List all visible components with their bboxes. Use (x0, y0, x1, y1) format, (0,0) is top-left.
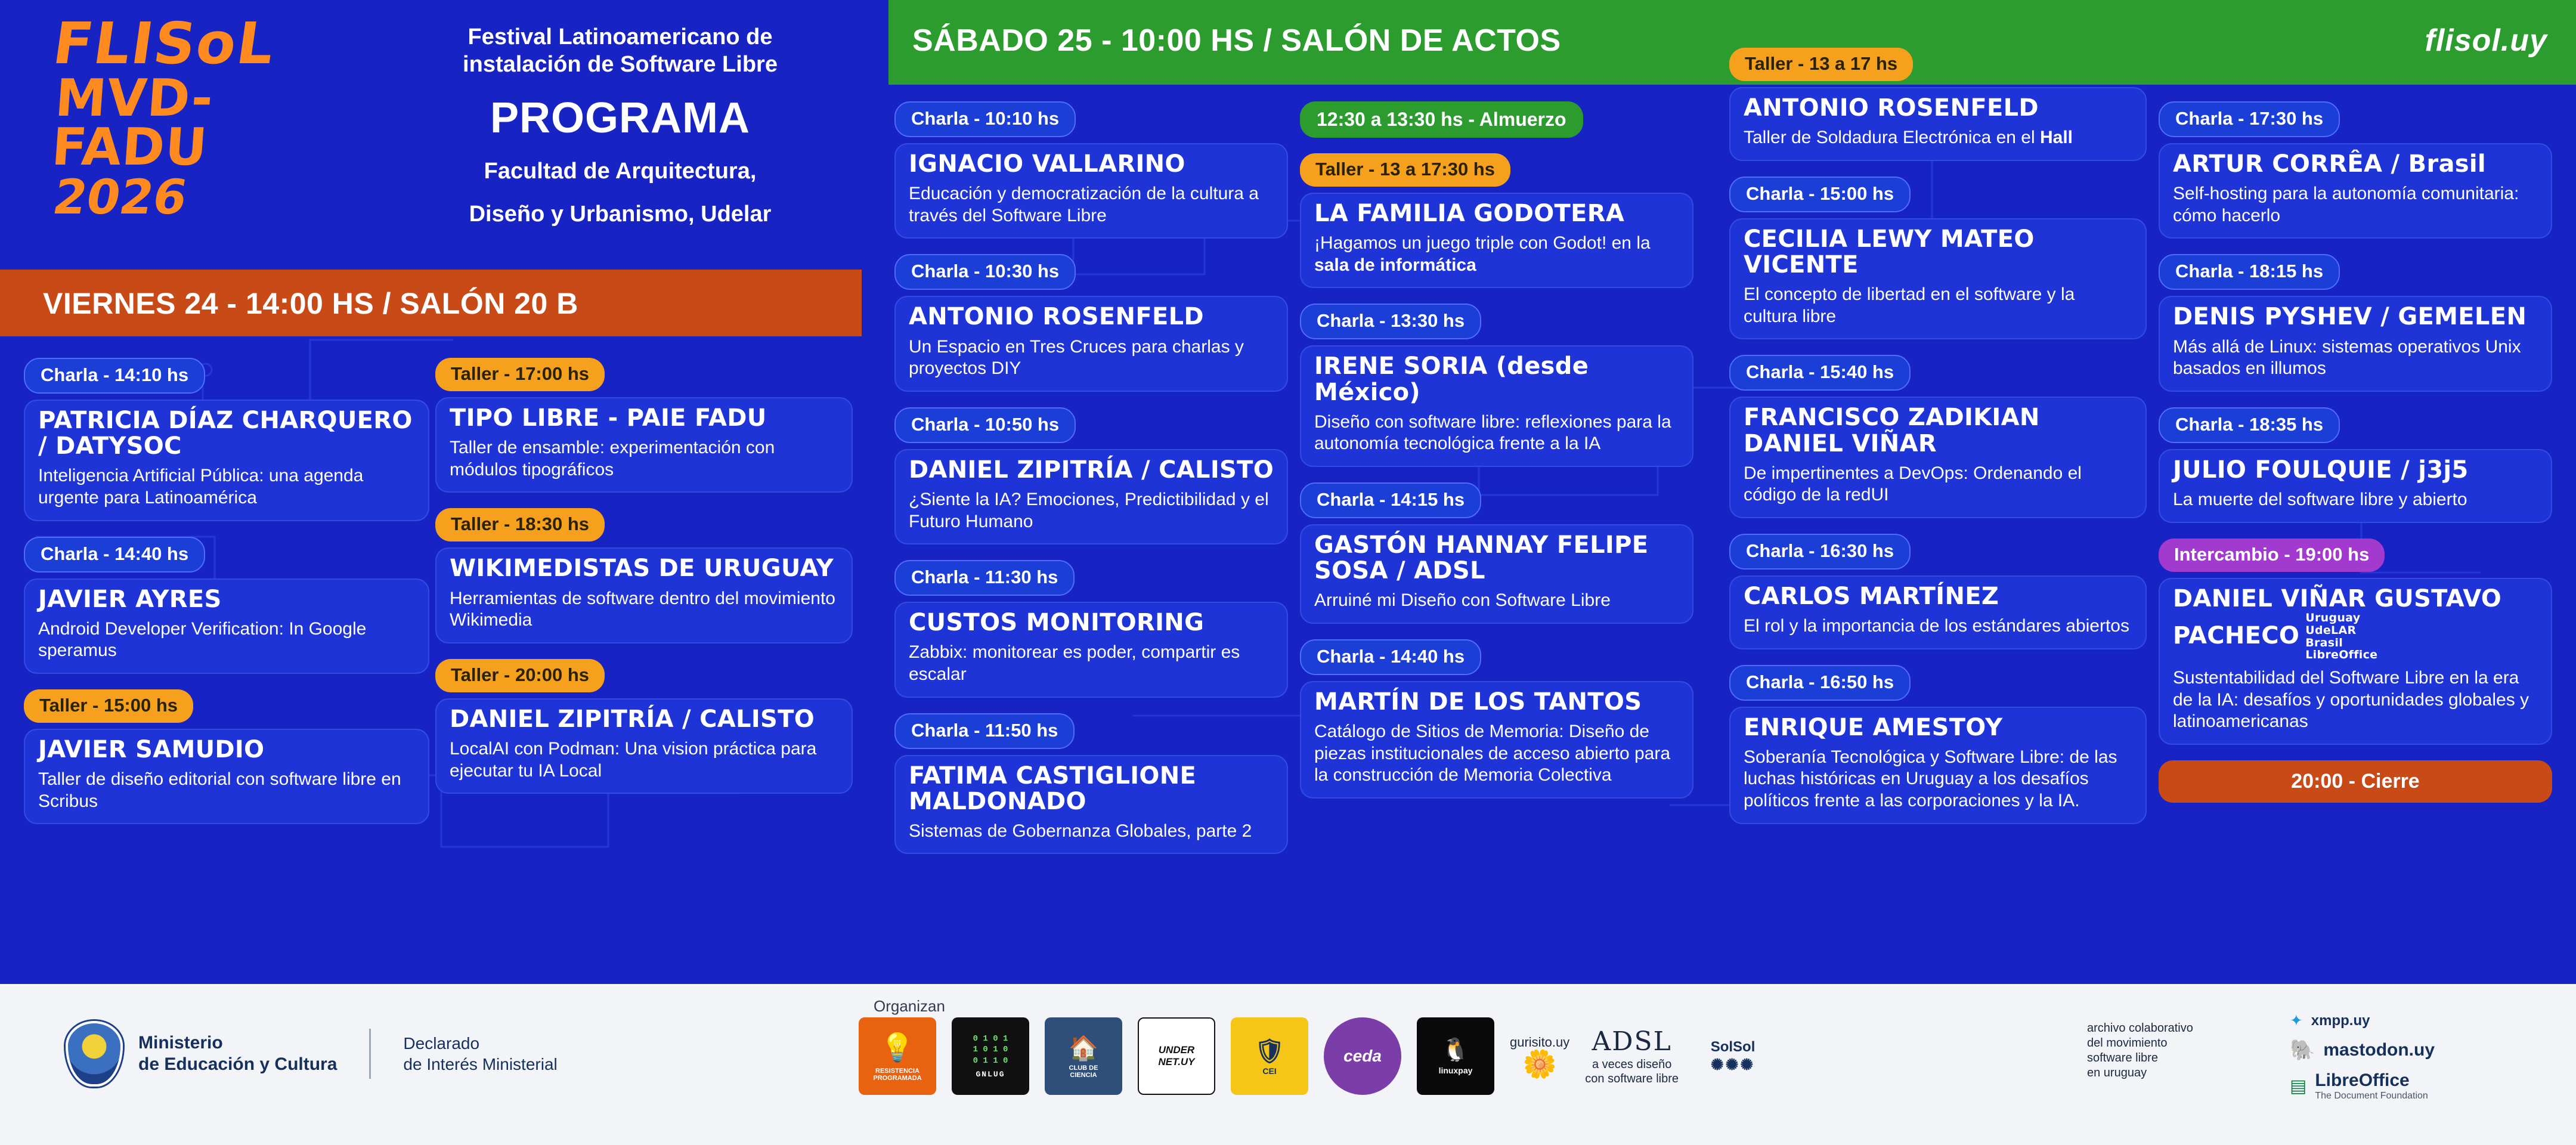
schedule-entry (894, 101, 1288, 239)
schedule-entry (894, 560, 1288, 697)
solsol-label: SolSol (1710, 1038, 1755, 1055)
logo-ceda[interactable]: ceda (1324, 1017, 1401, 1095)
entry-affiliations: Uruguay UdeLAR Brasil LibreOffice (2305, 611, 2378, 662)
entry-speaker: CARLOS MARTÍNEZ (1744, 582, 1999, 610)
schedule-entry (1300, 639, 1693, 799)
schedule-entry (1300, 482, 1693, 624)
gurisito-label: gurisito.uy (1510, 1035, 1570, 1050)
entry-time-tag: Charla - 15:40 hs (1729, 355, 1911, 391)
schedule-entry (894, 254, 1288, 391)
schedule-entry (1300, 153, 1693, 288)
logo-gurisito[interactable] (1510, 1017, 1569, 1095)
logo-gnlug[interactable]: 0 1 0 1 1 0 1 0 0 1 1 0 GNLUG (952, 1017, 1029, 1095)
archive-description (2087, 1021, 2266, 1081)
site-url[interactable]: flisol.uy (2425, 23, 2547, 58)
entry-card (1300, 193, 1693, 288)
programa-title: PROGRAMA (490, 94, 750, 143)
entry-speaker: DANIEL VIÑAR GUSTAVO PACHECOUruguay UdeLAR Brasil LibreOffice (2173, 584, 2502, 662)
ministry-block (66, 1021, 558, 1087)
libreoffice-label: LibreOffice (2315, 1070, 2410, 1090)
entry-description: El concepto de libertad en el software y la cultura libre (1744, 284, 2075, 326)
mastodon-icon: 🐘 (2290, 1039, 2315, 1062)
ministry-line-2: de Educación y Cultura (138, 1054, 338, 1074)
xmpp-icon: ✦ (2290, 1011, 2303, 1029)
daisy-icon: 🌼 (1522, 1048, 1557, 1079)
entry-time-tag: Charla - 14:15 hs (1300, 482, 1481, 518)
entry-description: Zabbix: monitorear es poder, compartir es escalar (909, 642, 1240, 684)
entry-speaker: WIKIMEDISTAS DE URUGUAY (450, 555, 834, 583)
footer-divider (369, 1029, 371, 1079)
entry-time-tag: Charla - 16:30 hs (1729, 534, 1911, 570)
schedule-column-4 (1300, 0, 1693, 814)
entry-card (1300, 345, 1693, 467)
schedule-entry (435, 508, 853, 643)
entry-speaker: FRANCISCO ZADIKIAN DANIEL VIÑAR (1744, 404, 2040, 457)
uruguay-coat-of-arms-icon (66, 1021, 123, 1087)
entry-description: Más allá de Linux: sistemas operativos Unix basados en illumos (2173, 336, 2521, 379)
logo-cei[interactable]: 🛡 CEI (1231, 1017, 1308, 1095)
entry-card (24, 729, 429, 824)
entry-time-tag: Charla - 13:30 hs (1300, 304, 1481, 339)
xmpp-link[interactable] (2290, 1011, 2540, 1030)
entry-card (1729, 575, 2147, 649)
entry-card (894, 755, 1288, 855)
entry-speaker: DANIEL ZIPITRÍA / CALISTO (909, 456, 1274, 484)
entry-speaker: GASTÓN HANNAY FELIPE SOSA / ADSL (1314, 531, 1649, 585)
entry-card (2159, 578, 2552, 745)
logo-resistencia-programada[interactable]: 💡 RESISTENCIA PROGRAMADA (859, 1017, 936, 1095)
schedule-column-3 (894, 0, 1288, 869)
entry-time-tag: Taller - 13 a 17:30 hs (1300, 153, 1510, 187)
entry-description: Taller de Soldadura Electrónica en el Hall (1744, 128, 2073, 148)
entry-card (1729, 707, 2147, 824)
schedule-entry (894, 407, 1288, 544)
schedule-entry (24, 358, 429, 521)
schedule-entry (1729, 48, 2147, 161)
schedule-entry (1729, 665, 2147, 824)
entry-card (894, 296, 1288, 391)
entry-speaker: ARTUR CORRÊA / Brasil (2173, 150, 2486, 178)
logo-line-2: MVD-FADU (49, 69, 216, 177)
entry-description: De impertinentes a DevOps: Ordenando el código de la redUI (1744, 463, 2082, 505)
entry-description: Soberanía Tecnológica y Software Libre: de las luchas históricas en Uruguay a los desafíos políticos frente a las corporaciones y la IA. (1744, 747, 2117, 811)
entry-description: Android Developer Verification: In Google speramus (38, 618, 367, 661)
adsl-line-2: con software libre (1585, 1072, 1679, 1086)
entry-card (2159, 296, 2552, 391)
schedule-column-6 (2159, 0, 2552, 803)
entry-speaker: FATIMA CASTIGLIONE MALDONADO (909, 762, 1197, 815)
entry-speaker: MARTÍN DE LOS TANTOS (1314, 688, 1642, 716)
venue-line-1: Facultad de Arquitectura, (484, 159, 757, 184)
schedule-entry (435, 659, 853, 794)
schedule-column-2 (435, 0, 853, 809)
entry-card (2159, 449, 2552, 523)
schedule-column-5 (1729, 0, 2147, 840)
entry-time-tag: Charla - 11:30 hs (894, 560, 1075, 596)
entry-card (894, 602, 1288, 697)
entry-time-tag: Taller - 20:00 hs (435, 659, 605, 692)
friday-band-title: VIERNES 24 - 14:00 HS / SALÓN 20 B (43, 287, 578, 320)
entry-time-tag: Taller - 15:00 hs (24, 689, 193, 723)
entry-time-tag: Charla - 11:50 hs (894, 713, 1075, 749)
entry-card (1300, 681, 1693, 799)
entry-card (894, 143, 1288, 239)
entry-speaker: IRENE SORIA (desde México) (1314, 352, 1589, 406)
entry-description: Self-hosting para la autonomía comunitaria: cómo hacerlo (2173, 184, 2519, 225)
venue-line-2: Diseño y Urbanismo, Udelar (469, 201, 772, 227)
logo-club-de-ciencia[interactable]: 🏠 CLUB DE CIENCIA (1045, 1017, 1122, 1095)
logo-adsl[interactable] (1585, 1017, 1679, 1095)
schedule-entry (24, 537, 429, 674)
schedule-entry (2159, 101, 2552, 239)
entry-description: La muerte del software libre y abierto (2173, 489, 2467, 509)
entry-speaker: DANIEL ZIPITRÍA / CALISTO (450, 705, 815, 733)
entry-description: LocalAI con Podman: Una vision práctica para ejecutar tu IA Local (450, 738, 817, 781)
entry-time-tag: Charla - 10:10 hs (894, 101, 1076, 137)
entry-time-tag: Charla - 10:30 hs (894, 254, 1076, 290)
entry-card (435, 397, 853, 493)
mastodon-label: mastodon.uy (2323, 1040, 2435, 1060)
entry-card (894, 449, 1288, 544)
schedule-entry (1729, 355, 2147, 518)
entry-card (1729, 218, 2147, 340)
entry-time-tag: Charla - 14:40 hs (24, 537, 205, 572)
entry-description: El rol y la importancia de los estándares abiertos (1744, 616, 2129, 636)
entry-card (435, 547, 853, 643)
entry-description: Catálogo de Sitios de Memoria: Diseño de piezas institucionales de acceso abierto para la construcción de Memoria Colectiva (1314, 722, 1671, 785)
saturday-band-title: SÁBADO 25 - 10:00 HS / SALÓN DE ACTOS (912, 23, 1561, 58)
footer-bar (0, 984, 2576, 1145)
entry-time-tag: Charla - 18:35 hs (2159, 407, 2340, 443)
entry-time-tag: Charla - 14:10 hs (24, 358, 205, 394)
entry-speaker: JULIO FOULQUIE / j3j5 (2173, 456, 2469, 484)
entry-speaker: PATRICIA DÍAZ CHARQUERO / DATYSOC (38, 407, 413, 460)
logo-line-3: 2026 (48, 169, 191, 225)
entry-description: ¡Hagamos un juego triple con Godot! en la sala de informática (1314, 233, 1651, 275)
entry-speaker: ENRIQUE AMESTOY (1744, 713, 2003, 741)
partner-links (2290, 1011, 2540, 1110)
entry-speaker: CUSTOS MONITORING (909, 609, 1205, 637)
schedule-entry (24, 689, 429, 824)
entry-speaker: ANTONIO ROSENFELD (909, 303, 1204, 331)
entry-time-tag: Charla - 18:15 hs (2159, 254, 2340, 290)
archive-line-4: en uruguay (2087, 1066, 2147, 1079)
logo-line-1: FLISoL (49, 10, 280, 77)
adsl-wordmark: ADSL (1592, 1026, 1672, 1057)
xmpp-label: xmpp.uy (2311, 1012, 2370, 1029)
libreoffice-icon: ▤ (2290, 1076, 2307, 1096)
libreoffice-sub: The Document Foundation (2315, 1091, 2428, 1101)
schedule-entry (2159, 407, 2552, 523)
entry-speaker: TIPO LIBRE - PAIE FADU (450, 404, 767, 432)
entry-speaker: DENIS PYSHEV / GEMELEN (2173, 303, 2527, 331)
entry-card (435, 698, 853, 794)
entry-card (1729, 87, 2147, 161)
entry-speaker: CECILIA LEWY MATEO VICENTE (1744, 225, 2035, 278)
lunch-badge: 12:30 a 13:30 hs - Almuerzo (1300, 101, 1583, 138)
schedule-entry (1729, 177, 2147, 340)
entry-speaker: JAVIER AYRES (38, 585, 222, 613)
entry-speaker: JAVIER SAMUDIO (38, 735, 265, 763)
entry-description: Inteligencia Artificial Pública: una agenda urgente para Latinoamérica (38, 466, 364, 507)
entry-description: Taller de diseño editorial con software libre en Scribus (38, 769, 401, 811)
entry-card (24, 578, 429, 674)
organizers-label: Organizan (874, 997, 945, 1015)
schedule-entry (2159, 254, 2552, 391)
entry-time-tag: Taller - 17:00 hs (435, 358, 605, 391)
logo-undernet-uy[interactable]: UNDER NET.UY (1138, 1017, 1215, 1095)
adsl-line-1: a veces diseño (1592, 1058, 1672, 1072)
entry-time-tag: Charla - 17:30 hs (2159, 101, 2340, 137)
entry-time-tag: Charla - 14:40 hs (1300, 639, 1481, 675)
mastodon-link[interactable] (2290, 1038, 2540, 1062)
entry-description: Arruiné mi Diseño con Software Libre (1314, 590, 1611, 611)
entry-time-tag: Taller - 13 a 17 hs (1729, 48, 1913, 81)
schedule-entry (2159, 539, 2552, 745)
ministry-line-1: Ministerio (138, 1033, 223, 1053)
entry-time-tag: Taller - 18:30 hs (435, 508, 605, 541)
organizer-logos (859, 1017, 1772, 1095)
entry-time-tag: Charla - 16:50 hs (1729, 665, 1911, 701)
archive-line-3: software libre (2087, 1051, 2158, 1064)
schedule-entry (1300, 304, 1693, 467)
entry-description: Un Espacio en Tres Cruces para charlas y proyectos DIY (909, 336, 1244, 379)
entry-speaker: IGNACIO VALLARINO (909, 150, 1185, 178)
schedule-entry (1729, 534, 2147, 649)
entry-description: Sistemas de Gobernanza Globales, parte 2 (909, 821, 1252, 841)
entry-time-tag: Charla - 15:00 hs (1729, 177, 1911, 212)
schedule-entry (894, 713, 1288, 855)
entry-description: ¿Siente la IA? Emociones, Predictibilidad y el Futuro Humano (909, 489, 1269, 531)
archive-line-2: del movimiento (2087, 1036, 2168, 1050)
entry-description: Diseño con software libre: reflexiones para la autonomía tecnológica frente a la IA (1314, 411, 1671, 454)
entry-time-tag: Intercambio - 19:00 hs (2159, 539, 2385, 572)
schedule-entry (435, 358, 853, 493)
festival-line-1: Festival Latinoamericano de (467, 24, 773, 49)
entry-description: Educación y democratización de la cultura a través del Software Libre (909, 184, 1259, 225)
entry-description: Taller de ensamble: experimentación con módulos tipográficos (450, 438, 775, 479)
festival-line-2: instalación de Software Libre (463, 51, 778, 77)
archive-line-1: archivo colaborativo (2087, 1022, 2193, 1035)
entry-card (2159, 143, 2552, 239)
entry-time-tag: Charla - 10:50 hs (894, 407, 1076, 443)
entry-speaker: LA FAMILIA GODOTERA (1314, 200, 1625, 227)
declared-line-2: de Interés Ministerial (403, 1055, 558, 1073)
entry-description: Herramientas de software dentro del movimiento Wikimedia (450, 588, 835, 630)
entry-card (1729, 397, 2147, 518)
logo-linuxpay[interactable]: 🐧 linuxpay (1417, 1017, 1494, 1095)
entry-card (24, 400, 429, 521)
closing-badge: 20:00 - Cierre (2159, 760, 2552, 803)
logo-solsol[interactable]: SolSol ✺✺✺ (1710, 1038, 1755, 1073)
libreoffice-link[interactable] (2290, 1070, 2540, 1101)
schedule-column-1 (24, 0, 429, 840)
entry-card (1300, 524, 1693, 624)
declared-line-1: Declarado (403, 1034, 480, 1053)
entry-description: Sustentabilidad del Software Libre en la era de la IA: desafíos y oportunidades globales y latinoamericanas (2173, 668, 2529, 732)
entry-speaker: ANTONIO ROSENFELD (1744, 94, 2039, 122)
